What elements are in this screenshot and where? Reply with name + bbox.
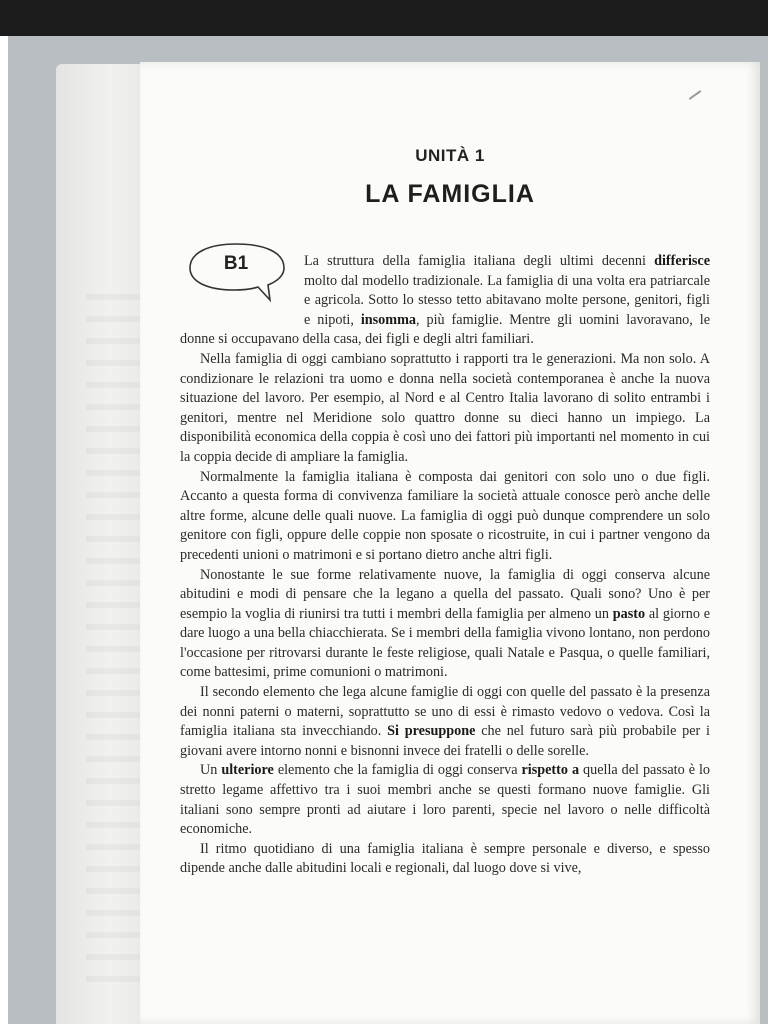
text-run: Nella famiglia di oggi cambiano soprattutto i rapporti tra le generazioni. Ma non solo. A condizionare le relazioni tra uomo e donna nella società contemporanea è anche la nuova situazione del lavoro. Per esempio, al Nord e al Centro Italia lavorano di solito entrambi i genitori, mentre nel Meridione solo quattro donne su dieci hanno un impiego. La disponibilità economica della coppia è così uno dei fattori più importanti nel momento in cui la coppia decide di ampliare la famiglia. <box>180 350 710 465</box>
text-run: Normalmente la famiglia italiana è composta dai genitori con solo uno o due figli. Accanto a questa forma di convivenza familiare la società attuale conosce però anche delle altre forme, alcune delle quali nuove. La famiglia di oggi può dunque comprendere un solo genitore con figli, oppure delle coppie non sposate o ricostruite, in cui i partner vengono da precedenti unioni o matrimoni e si portano dietro anche altri figli. <box>180 468 710 563</box>
paragraph <box>180 840 710 879</box>
text-run: elemento che la famiglia di oggi conserva <box>273 762 522 779</box>
text-run: Nonostante le sue forme relativamente nuove, la famiglia di oggi conserva alcune abitudini e modi di pensare che la legano a quella del passato. Quali sono? Uno è per esempio la voglia di riunirsi tra tutti i membri della famiglia per almeno un <box>180 566 710 622</box>
key-term: insomma <box>360 311 417 328</box>
paragraph <box>180 683 710 761</box>
key-term: differisce <box>654 253 710 269</box>
key-term: rispetto a <box>521 762 580 779</box>
text-run: La struttura della famiglia italiana degli ultimi decenni <box>304 253 655 269</box>
unit-label: UNITÀ 1 <box>415 146 485 165</box>
paragraph <box>180 252 710 350</box>
key-term: ulteriore <box>221 762 274 779</box>
paragraph <box>180 468 710 566</box>
level-badge: B1 <box>223 253 249 274</box>
bleed-through-text <box>86 294 146 994</box>
article-body <box>180 252 710 879</box>
text-run: Un <box>200 762 222 779</box>
text-run: , più famiglie. Mentre gli uomini lavoravano, le donne si occupavano della casa, dei figli e degli altri familiari. <box>180 311 710 348</box>
scanner-top-edge <box>0 0 768 36</box>
text-run: Il secondo elemento che lega alcune famiglie di oggi con quelle del passato è la presenza dei nonni paterni o materni, soprattutto se uno di essi è rimasto vedovo o vedova. Così la famiglia italiana sta invecchiando. <box>180 684 710 740</box>
text-run: quella del passato è lo stretto legame affettivo tra i suoi membri anche se questi formano nuove famiglie. Gli italiani sono sempre pronti ad aiutare i loro parenti, specie nel lavoro o nelle difficoltà economiche. <box>180 762 710 838</box>
key-term: Si presuppone <box>387 723 476 740</box>
text-run: che nel futuro sarà più probabile per i giovani avere intorno nonni e bisnonni invece dei fratelli o delle sorelle. <box>180 723 711 759</box>
paragraph <box>180 566 710 684</box>
text-run: al giorno e dare luogo a una bella chiacchierata. Se i membri della famiglia vivono lontano, non perdono l'occasione per ritrovarsi durante le feste religiose, quali Natale e Pasqua, o quelle familiari, come battesimi, prime comunioni o matrimoni. <box>180 605 710 681</box>
text-run: Il ritmo quotidiano di una famiglia italiana è sempre personale e diverso, e spesso dipende anche dalle abitudini locali e regionali, dal luogo dove si vive, <box>180 840 710 877</box>
page-title: LA FAMIGLIA <box>365 180 535 208</box>
text-run: molto dal modello tradizionale. La famiglia di una volta era patriarcale e agricola. Sotto lo stesso tetto abitavano molte persone, genitori, figli e nipoti, <box>304 272 710 328</box>
paragraph <box>180 350 710 468</box>
key-term: pasto <box>612 605 646 622</box>
paragraph <box>180 761 710 839</box>
badge-spacer <box>180 252 304 330</box>
